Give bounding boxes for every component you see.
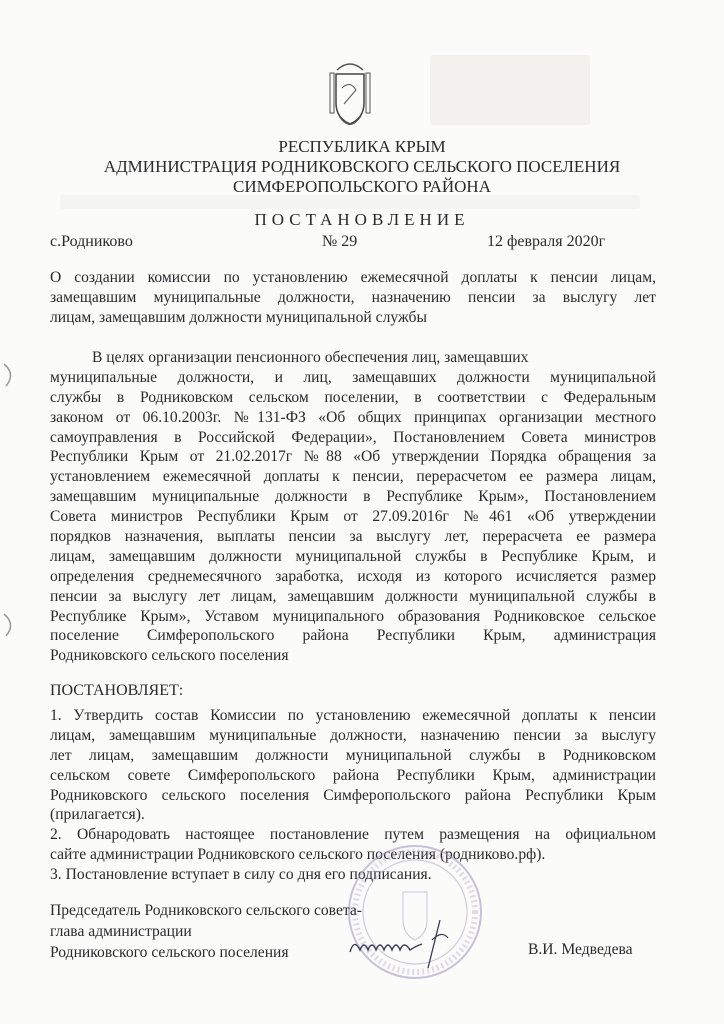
preamble-line: установлением ежемесячной доплаты к пенсии, перерасчетом ее размера лицам, (50, 468, 656, 486)
preamble-line: В целях организации пенсионного обеспечения лиц, замещавших (92, 349, 529, 366)
item-line: лицам, замещавшим муниципальные должности, назначению пенсии за выслугу (50, 726, 656, 744)
header-administration: АДМИНИСТРАЦИЯ РОДНИКОВСКОГО СЕЛЬСКОГО ПОСЕЛЕНИЯ (103, 157, 621, 176)
document-date: 12 февраля 2020г (487, 233, 606, 250)
signatory-title-line: Родниковского сельского поселения (50, 944, 289, 961)
preamble-line: Республики Крым от 21.02.2017г №88 «Об утверждении Порядка обращения за (50, 448, 656, 466)
item-line: сельском совете Симферопольского района Республики Крым, администрации (50, 766, 656, 784)
subject-line: лицам, замещавшим должности муниципальной службы (50, 308, 427, 326)
bleed-through-shadow (60, 195, 640, 209)
document-place: с.Родниково (50, 233, 133, 250)
punch-hole-mark (0, 610, 20, 640)
signatory-title (50, 900, 362, 963)
item-line: Родниковского сельского поселения Симферопольского района Республики Крым (50, 786, 656, 804)
item-line: лет лицам, замещавшим должности муниципальной службы в Родниковском (50, 746, 656, 764)
preamble-line: замещавшим муниципальные должности в Республике Крым», Постановлением (50, 488, 656, 506)
preamble-line: муниципальные должности, и лиц, замещавших должности муниципальной (50, 368, 656, 386)
preamble-line: Родниковского сельского поселения (50, 647, 289, 665)
preamble-line: пенсии за выслугу лет лицам, замещавшим должности муниципальной службы в (50, 587, 656, 605)
header-republic: РЕСПУБЛИКА КРЫМ (278, 137, 446, 156)
bleed-through-shadow (430, 55, 590, 125)
item-line: 3. Постановление вступает в силу со дня его подписания. (50, 866, 432, 884)
signatory-name: В.И. Медведева (528, 941, 633, 958)
item-line: (прилагается). (50, 806, 145, 824)
preamble-line: порядков назначения, выплаты пенсии за выслугу лет, перерасчета ее размера (50, 528, 656, 546)
preamble-line: поселение Симферопольского района Республики Крым, администрация (50, 627, 656, 645)
punch-hole-mark (0, 360, 20, 390)
item-line: сайте администрации Родниковского сельского поселения (родниково.рф). (50, 846, 546, 864)
document-subject (50, 268, 656, 328)
preamble-line: лицам, замещавшим должности муниципальной службы в Республике Крым, и (50, 547, 656, 565)
item-line: 2. Обнародовать настоящее постановление путем размещения на официальном (50, 826, 656, 844)
preamble-line: Совета министров Республики Крым от 27.09.2016г №461 «Об утверждении (50, 508, 656, 526)
document-type: ПОСТАНОВЛЕНИЕ (254, 210, 470, 229)
preamble-line: самоуправления в Российской Федерации», Постановлением Совета министров (50, 428, 656, 446)
header-district: СИМФЕРОПОЛЬСКОГО РАЙОНА (233, 177, 491, 196)
item-line: 1. Утвердить состав Комиссии по установлению ежемесячной доплаты к пенсии (50, 707, 656, 724)
subject-line: замещавшим муниципальные должности, назначению пенсии за выслугу лет (50, 288, 656, 306)
handwritten-signature (340, 910, 470, 970)
preamble-line: определения среднемесячного заработка, исходя из которого исчисляется размер (50, 567, 656, 585)
crimea-emblem-icon (325, 58, 375, 133)
preamble-line: службы в Родниковском сельском поселении, в соответствии с Федеральным (50, 388, 656, 406)
signatory-title-line: глава администрации (50, 923, 192, 940)
preamble (50, 348, 656, 666)
document-number: № 29 (322, 233, 358, 250)
preamble-line: Республике Крым», Уставом муниципального образования Родниковское сельское (50, 607, 656, 625)
signatory-title-line: Председатель Родниковского сельского совета- (50, 902, 362, 919)
preamble-line: законом от 06.10.2003г. №131-ФЗ «Об общих принципах организации местного (50, 408, 656, 426)
subject-line: О создании комиссии по установлению ежемесячной доплаты к пенсии лицам, (50, 269, 656, 286)
resolves-label: ПОСТАНОВЛЯЕТ: (50, 682, 184, 699)
